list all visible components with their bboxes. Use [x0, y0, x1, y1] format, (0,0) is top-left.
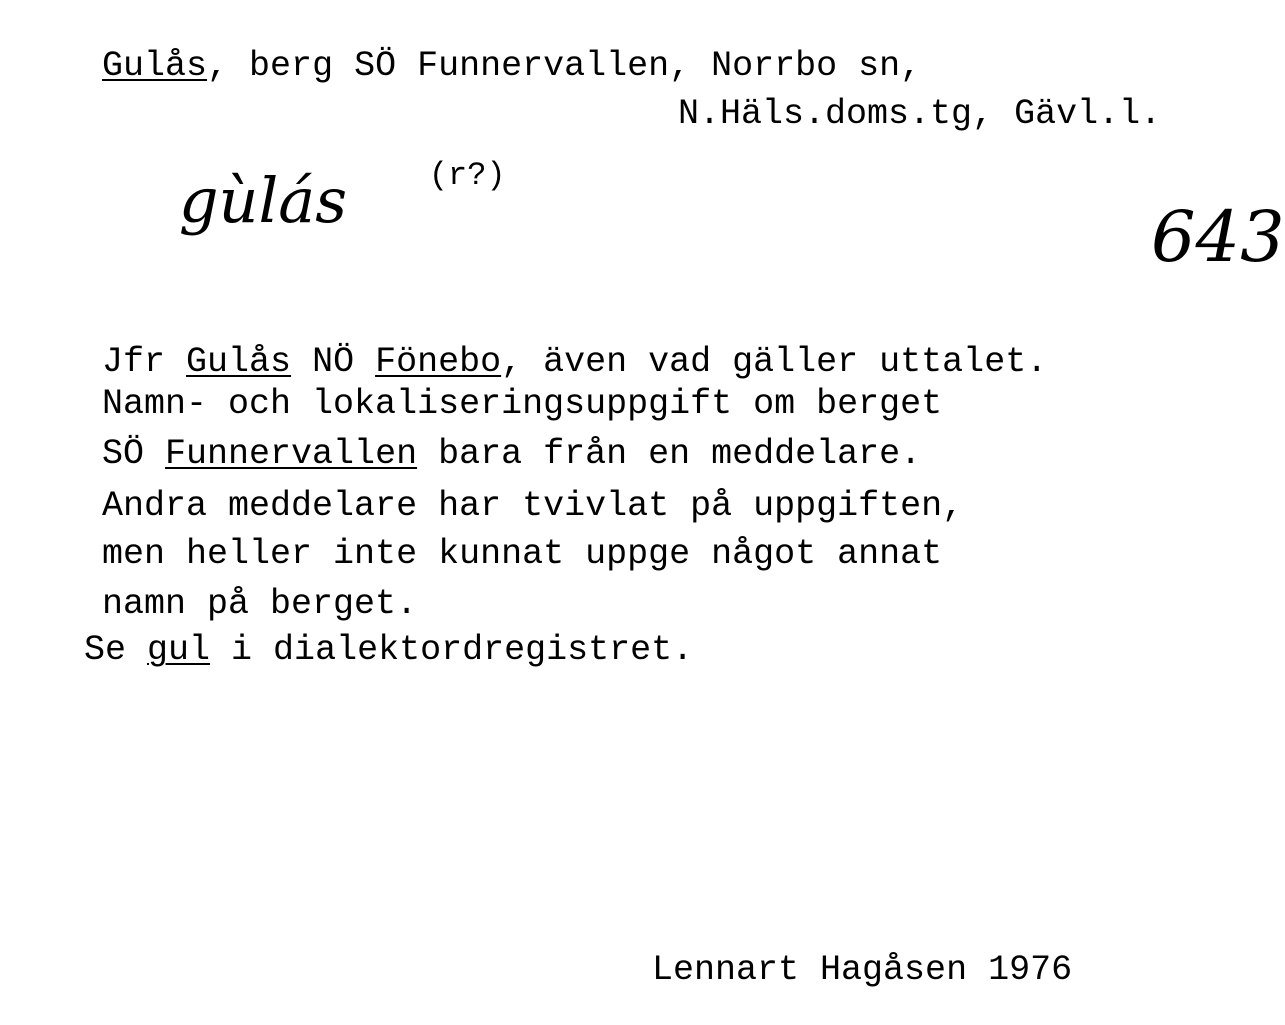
cross-ref-fonebo: Fönebo: [375, 342, 502, 382]
body-line-3-post: bara från en meddelare.: [417, 434, 922, 474]
card-number: [1062, 132, 1285, 342]
body-line-1-mid: NÖ: [291, 342, 376, 382]
body-line-7-post: i dialektordregistret.: [210, 630, 694, 670]
pronunciation-note-text: (r?): [428, 157, 506, 194]
cross-ref-gul: gul: [147, 630, 211, 670]
body-line-5-text: men heller inte kunnat uppge något annat: [102, 534, 943, 574]
signature: [568, 918, 1072, 1023]
body-line-1-pre: Jfr: [102, 342, 187, 382]
handwritten-pronunciation: [100, 108, 347, 294]
pronunciation-note: [352, 128, 506, 224]
card-number-text: 643: [1151, 196, 1285, 278]
cross-ref-funnervallen: Funnervallen: [165, 434, 418, 474]
header-location: , berg SÖ Funnervallen, Norrbo sn,: [207, 46, 922, 86]
body-line-6-text: namn på berget.: [102, 584, 418, 624]
pronunciation-text: gùlás: [178, 164, 348, 237]
cross-ref-gulas: Gulås: [186, 342, 292, 382]
headword: Gulås: [102, 46, 208, 86]
signature-text: Lennart Hagåsen 1976: [652, 950, 1073, 990]
header-jurisdiction: N.Häls.doms.tg, Gävl.l.: [678, 94, 1162, 134]
body-line-7: [0, 598, 693, 703]
body-line-4-text: Andra meddelare har tvivlat på uppgiften,: [102, 486, 964, 526]
body-line-7-pre: Se: [84, 630, 148, 670]
body-line-1-post: , även vad gäller uttalet.: [501, 342, 1048, 382]
body-line-3-pre: SÖ: [102, 434, 166, 474]
body-line-2-text: Namn- och lokaliseringsuppgift om berget: [102, 384, 943, 424]
